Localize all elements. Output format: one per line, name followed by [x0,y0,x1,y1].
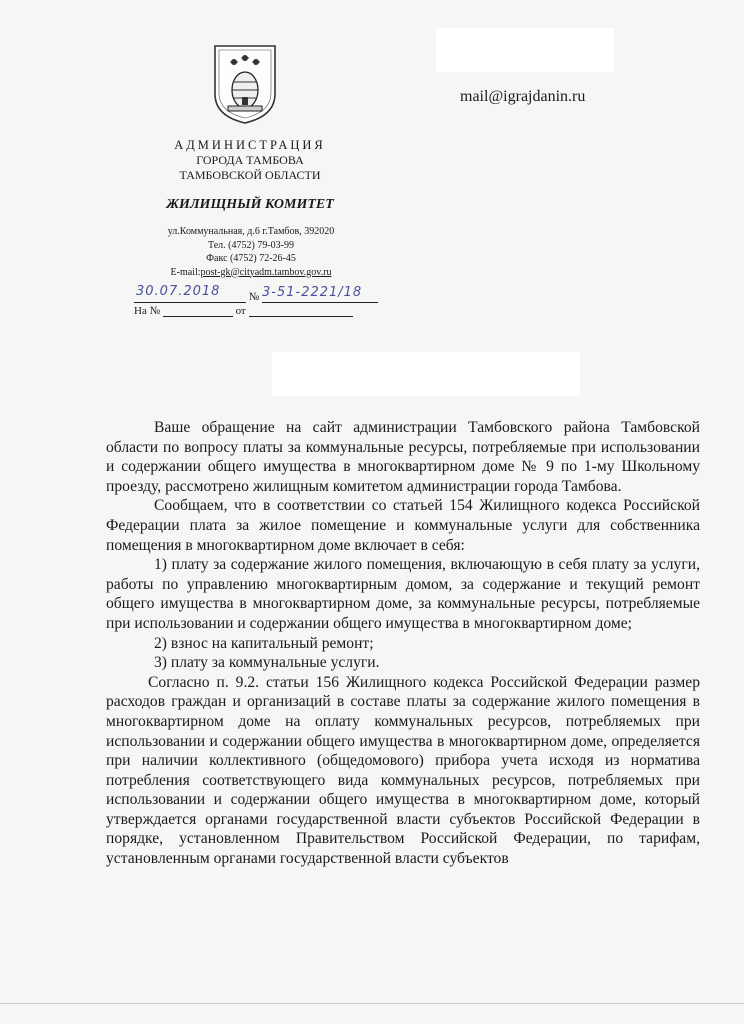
ref-number-line [163,304,233,317]
authority-header [160,138,340,183]
committee-title: ЖИЛИЩНЫЙ КОМИТЕТ [166,197,334,212]
address: ул.Коммунальная, д.6 г.Тамбов, 392020 [167,226,335,237]
fax: Факс (4752) 72-26-45 [206,253,296,264]
from-label: от [235,305,246,317]
email-label: E-mail: [170,266,201,278]
handwritten-date: 30.07.2018 [136,284,221,299]
tambov-coat-of-arms-icon [210,42,280,126]
paragraph-4: 2) взнос на капитальный ремонт; [154,634,374,652]
redaction-box-top [436,28,614,72]
incoming-reference [134,304,353,317]
admin-line-1: АДМИНИСТРАЦИЯ [174,138,326,152]
recipient-email: mail@igrajdanin.ru [460,88,586,105]
paragraph-3: 1) плату за содержание жилого помещения, включающую в себя плату за услуги, работы по управлению многоквартирным домом, за содержание и текущий ремонт общего имущества в многоквартирном доме, за коммунальные ресурсы, потребляемые при использовании и содержании общего имущества в многоквартирном доме; [106,556,700,632]
handwritten-number: 3-51-2221/18 [262,285,363,300]
email-link[interactable]: post-gk@cityadm.tambov.gov.ru [200,266,332,278]
admin-line-3: ТАМБОВСКОЙ ОБЛАСТИ [179,168,321,182]
ref-label: На № [134,305,161,317]
scan-edge-line [0,1003,744,1004]
number-label: № [248,291,260,303]
paragraph-6: Согласно п. 9.2. статьи 156 Жилищного кодекса Российской Федерации размер расходов граждан и организаций в составе платы за содержание жилого помещения в многоквартирном доме на оплату коммунальных ресурсов, потребляемых при использовании и содержании общего имущества в многоквартирном доме, определяется при наличии коллективного (общедомового) прибора учета исходя из норматива потребления соответствующего вида коммунальных ресурсов, потребляемых при использовании и содержании общего имущества в многоквартирном доме, который утверждается органами государственной власти субъектов Российской Федерации в порядке, установленном Правительством Российской Федерации, по тарифам, установленным органами государственной власти субъектов [106,673,700,868]
redaction-box-recipient [272,352,580,396]
contact-block [148,225,354,279]
paragraph-1: Ваше обращение на сайт администрации Тамбовского района Тамбовской области по вопросу платы за коммунальные ресурсы, потребляемые при использовании и содержании общего имущества в многоквартирном доме № 9 по 1-му Школьному проезду, рассмотрено жилищным комитетом администрации города Тамбова. [106,419,700,495]
admin-line-2: ГОРОДА ТАМБОВА [196,153,304,167]
phone: Тел. (4752) 79-03-99 [208,239,294,251]
ref-date-line [249,304,353,317]
email-row [148,266,354,280]
letter-body [106,418,700,869]
paragraph-5: 3) плату за коммунальные услуги. [154,654,380,672]
paragraph-2: Сообщаем, что в соответствии со статьей 154 Жилищного кодекса Российской Федерации плата за жилое помещение и коммунальные услуги для собственника помещения в многоквартирном доме включает в себя: [106,497,700,554]
